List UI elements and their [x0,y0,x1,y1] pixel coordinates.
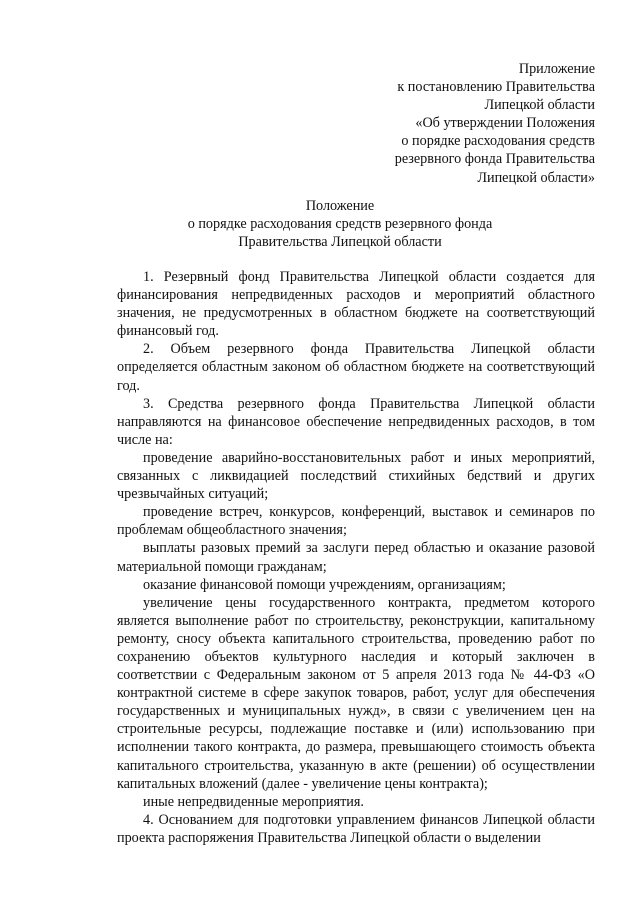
appendix-line: «Об утверждении Положения [415,115,595,132]
paragraph: выплаты разовых премий за заслуги перед областью и оказание разовой материальной помощи гражданам; [117,540,595,575]
appendix-line: Липецкой области [484,97,595,114]
appendix-line: Приложение [518,61,595,77]
appendix-header [295,60,595,187]
document-title [60,197,620,251]
paragraph: 1. Резервный фонд Правительства Липецкой области создается для финансирования непредвиденных расходов и мероприятий областного значения, не предусмотренных в областном бюджете на соответствующий финансовый год. [117,269,595,340]
appendix-line: Липецкой области» [477,169,595,186]
title-line: о порядке расходования средств резервного фонда [187,216,493,233]
paragraph: проведение аварийно-восстановительных работ и иных мероприятий, связанных с ликвидацией последствий стихийных бедствий и других чрезвычайных ситуаций; [117,449,595,503]
paragraph: оказание финансовой помощи учреждениям, организациям; [143,576,506,593]
document-body [117,268,595,847]
paragraph: 3. Средства резервного фонда Правительства Липецкой области направляются на финансовое обеспечение непредвиденных расходов, в том числе на: [117,395,595,448]
title-line: Правительства Липецкой области [238,234,442,251]
paragraph: 2. Объем резервного фонда Правительства Липецкой области определяется областным законом об областном бюджете на соответствующий год. [117,341,595,394]
paragraph: увеличение цены государственного контракта, предметом которого является выполнение работ по строительству, реконструкции, капитальному ремонту, сносу объекта капитального строительства, проведению работ по сохранению объектов культурного наследия и который заключен в соответствии с Федеральным законом от 5 апреля 2013 года № 44-ФЗ «О контрактной системе в сфере закупок товаров, работ, услуг для обеспечения государственных и муниципальных нужд», в связи с увеличением цен на строительные ресурсы, подлежащие поставке и (или) использованию при исполнении такого контракта, до размера, превышающего стоимость объекта капитального строительства, указанную в акте (решении) об осуществлении капитальных вложений (далее - увеличение цены контракта); [117,594,595,792]
paragraph: иные непредвиденные мероприятия. [143,793,364,810]
title-line: Положение [305,198,375,214]
appendix-line: о порядке расходования средств [401,133,595,150]
appendix-line: к постановлению Правительства [397,79,595,96]
paragraph: проведение встреч, конкурсов, конференций, выставок и семинаров по проблемам общеобластного значения; [117,504,595,539]
appendix-line: резервного фонда Правительства [394,151,595,168]
paragraph: 4. Основанием для подготовки управлением финансов Липецкой области проекта распоряжения Правительства Липецкой области о выделении [117,811,595,846]
